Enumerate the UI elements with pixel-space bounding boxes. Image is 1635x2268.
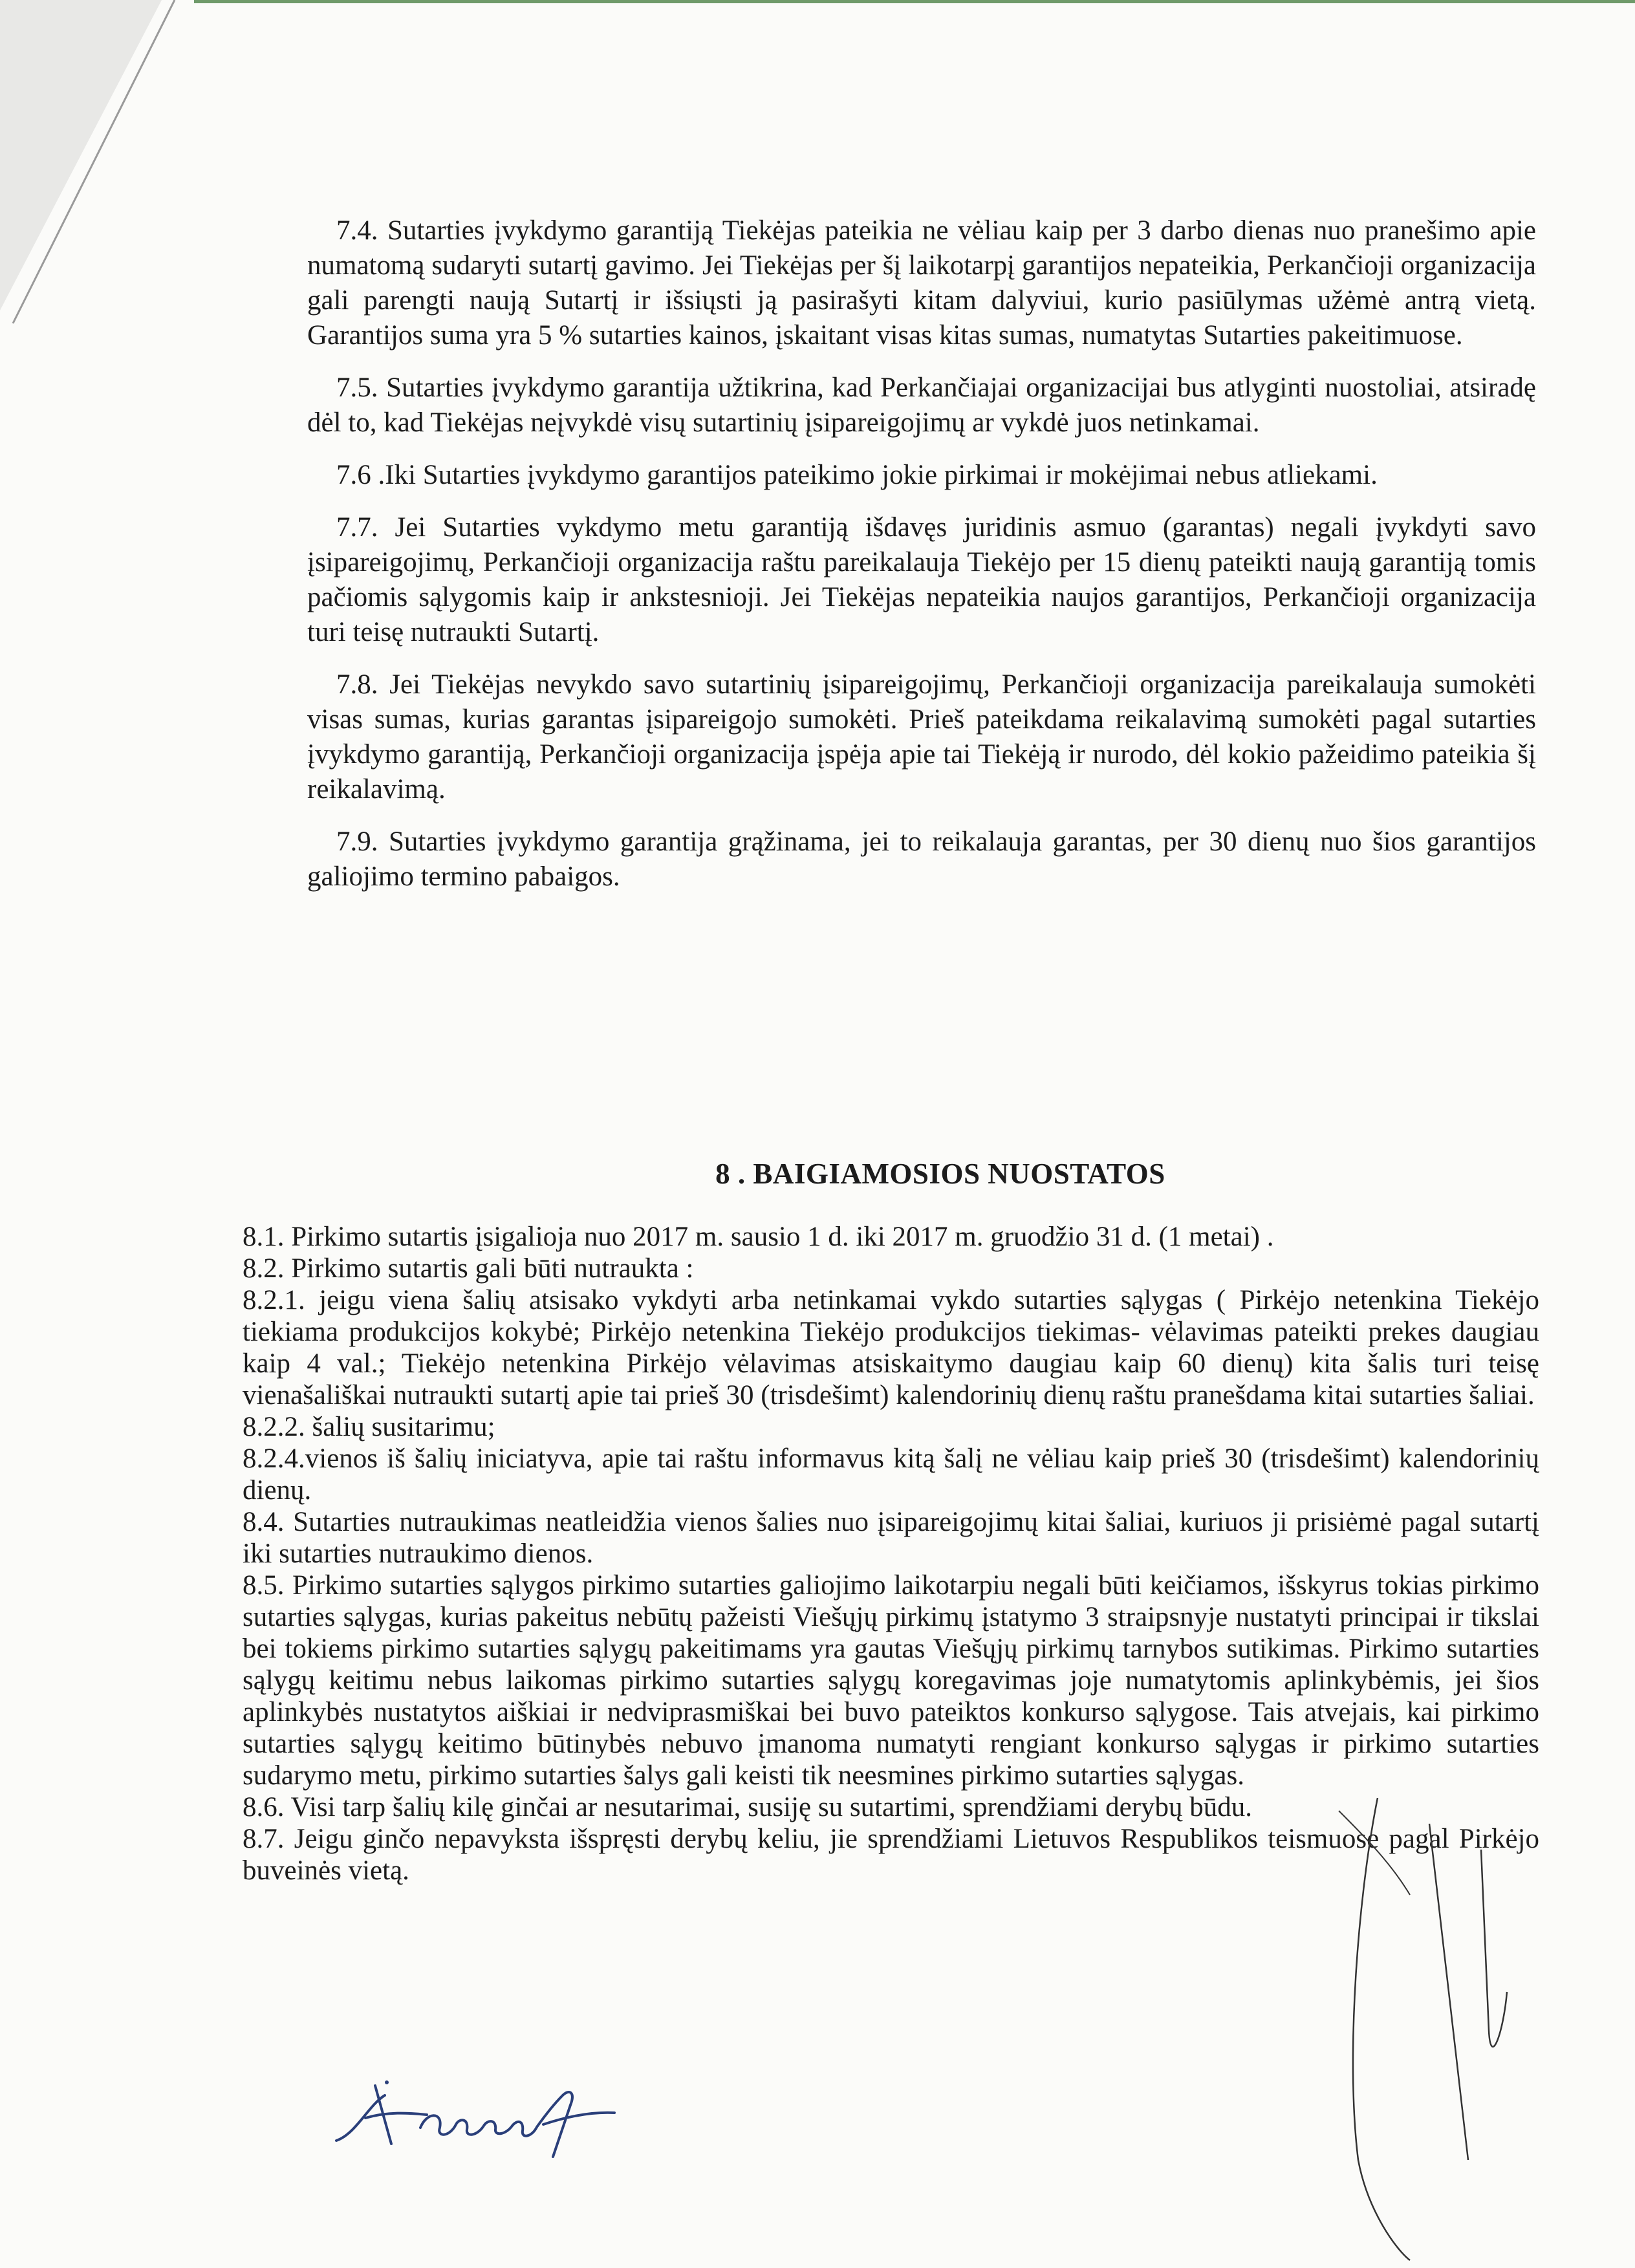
- scan-top-edge: [194, 0, 1635, 3]
- section-8-heading: 8 . BAIGIAMOSIOS NUOSTATOS: [715, 1158, 1165, 1190]
- clause-8-5: 8.5. Pirkimo sutarties sąlygos pirkimo sutarties galiojimo laikotarpiu negali būti keičiamos, išskyrus tokias pirkimo sutarties sąlygas, kurias pakeitus nebūtų pažeisti Viešųjų pirkimų įstatymo 3 straipsnyje nustatyti principai ir tikslai bei tokiems pirkimo sutarties sąlygų pakeitimams yra gautas Viešųjų pirkimų tarnybos sutikimas. Pirkimo sutarties sąlygų keitimu nebus laikomas pirkimo sutarties sąlygų koregavimas joje numatytomis aplinkybėmis, jei šios aplinkybės nustatytos aiškiai ir nedviprasmiškai bei buvo pateiktos konkurso sąlygose. Tais atvejais, kai pirkimo sutarties sąlygų keitimo būtinybės nebuvo įmanoma numatyti rengiant konkurso sąlygas ir pirkimo sutarties sudarymo metu, pirkimo sutarties šalys gali keisti tik neesmines pirkimo sutarties sąlygas.: [243, 1570, 1539, 1791]
- clause-7-7: 7.7. Jei Sutarties vykdymo metu garantiją išdavęs juridinis asmuo (garantas) negali įvykdyti savo įsipareigojimų, Perkančioji organizacija raštu pareikalauja Tiekėjo per 15 dienų pateikti naują garantiją tomis pačiomis sąlygomis kaip ir ankstesnioji. Jei Tiekėjas nepateikia naujos garantijos, Perkančioji organizacija turi teisę nutraukti Sutartį.: [307, 512, 1536, 647]
- clause-7-4: 7.4. Sutarties įvykdymo garantiją Tiekėjas pateikia ne vėliau kaip per 3 darbo dienas nuo pranešimo apie numatomą sudaryti sutartį gavimo. Jei Tiekėjas per šį laikotarpį garantijos nepateikia, Perkančioji organizacija gali parengti naują Sutartį ir išsiųsti ją pasirašyti kitam dalyviui, kurio pasiūlymas užėmė antrą vietą. Garantijos suma yra 5 % sutarties kainos, įskaitant visas kitas sumas, numatytas Sutarties pakeitimuose.: [307, 215, 1536, 351]
- handwritten-signature: [330, 2066, 627, 2163]
- clause-8-6: 8.6. Visi tarp šalių kilę ginčai ar nesutarimai, susiję su sutartimi, sprendžiami derybų būdu.: [243, 1792, 1253, 1822]
- clause-7-8: 7.8. Jei Tiekėjas nevykdo savo sutartinių įsipareigojimų, Perkančioji organizacija pareikalauja sumokėti visas sumas, kurias garantas įsipareigojo sumokėti. Prieš pateikdama reikalavimą sumokėti pagal sutarties įvykdymo garantiją, Perkančioji organizacija įspėja apie tai Tiekėją ir nurodo, dėl kokio pažeidimo pateikia šį reikalavimą.: [307, 669, 1536, 805]
- clause-7-5: 7.5. Sutarties įvykdymo garantija užtikrina, kad Perkančiajai organizacijai bus atlyginti nuostoliai, atsiradę dėl to, kad Tiekėjas neįvykdė visų sutartinių įsipareigojimų ar vykdė juos netinkamai.: [307, 373, 1536, 438]
- margin-scribble: [1319, 1798, 1526, 2263]
- clause-8-4: 8.4. Sutarties nutraukimas neatleidžia vienos šalies nuo įsipareigojimų kitai šaliai, kuriuos ji prisiėmė pagal sutartį iki sutarties nutraukimo dienos.: [243, 1507, 1539, 1569]
- clause-7-6: 7.6 .Iki Sutarties įvykdymo garantijos pateikimo jokie pirkimai ir mokėjimai nebus atliekami.: [336, 460, 1378, 490]
- clause-8-2-4: 8.2.4.vienos iš šalių iniciatyva, apie tai raštu informavus kitą šalį ne vėliau kaip prieš 30 (trisdešimt) kalendorinių dienų.: [243, 1443, 1539, 1506]
- section-8-body: [243, 1221, 1539, 1886]
- section-7-body: [307, 213, 1536, 912]
- clause-8-2-2: 8.2.2. šalių susitarimu;: [243, 1412, 495, 1442]
- clause-8-1: 8.1. Pirkimo sutartis įsigalioja nuo 2017 m. sausio 1 d. iki 2017 m. gruodžio 31 d. (1 metai) .: [243, 1222, 1274, 1252]
- clause-7-9: 7.9. Sutarties įvykdymo garantija grąžinama, jei to reikalauja garantas, per 30 dienų nuo šios garantijos galiojimo termino pabaigos.: [307, 826, 1536, 892]
- clause-8-7: 8.7. Jeigu ginčo nepavyksta išspręsti derybų keliu, jie sprendžiami Lietuvos Respublikos teismuose pagal Pirkėjo buveinės vietą.: [243, 1824, 1539, 1886]
- clause-8-2-1: 8.2.1. jeigu viena šalių atsisako vykdyti arba netinkamai vykdo sutarties sąlygas ( Pirkėjo netenkina Tiekėjo tiekiama produkcijos kokybė; Pirkėjo netenkina Tiekėjo produkcijos tiekimas- vėlavimas pateikti prekes daugiau kaip 4 val.; Tiekėjo netenkina Pirkėjo vėlavimas atsiskaitymo daugiau kaip 60 dienų) kita šalis turi teisę vienašališkai nutraukti sutartį apie tai prieš 30 (trisdešimt) kalendorinių dienų raštu pranešdama kitai sutarties šaliai.: [243, 1285, 1539, 1410]
- clause-8-2: 8.2. Pirkimo sutartis gali būti nutraukta :: [243, 1253, 694, 1284]
